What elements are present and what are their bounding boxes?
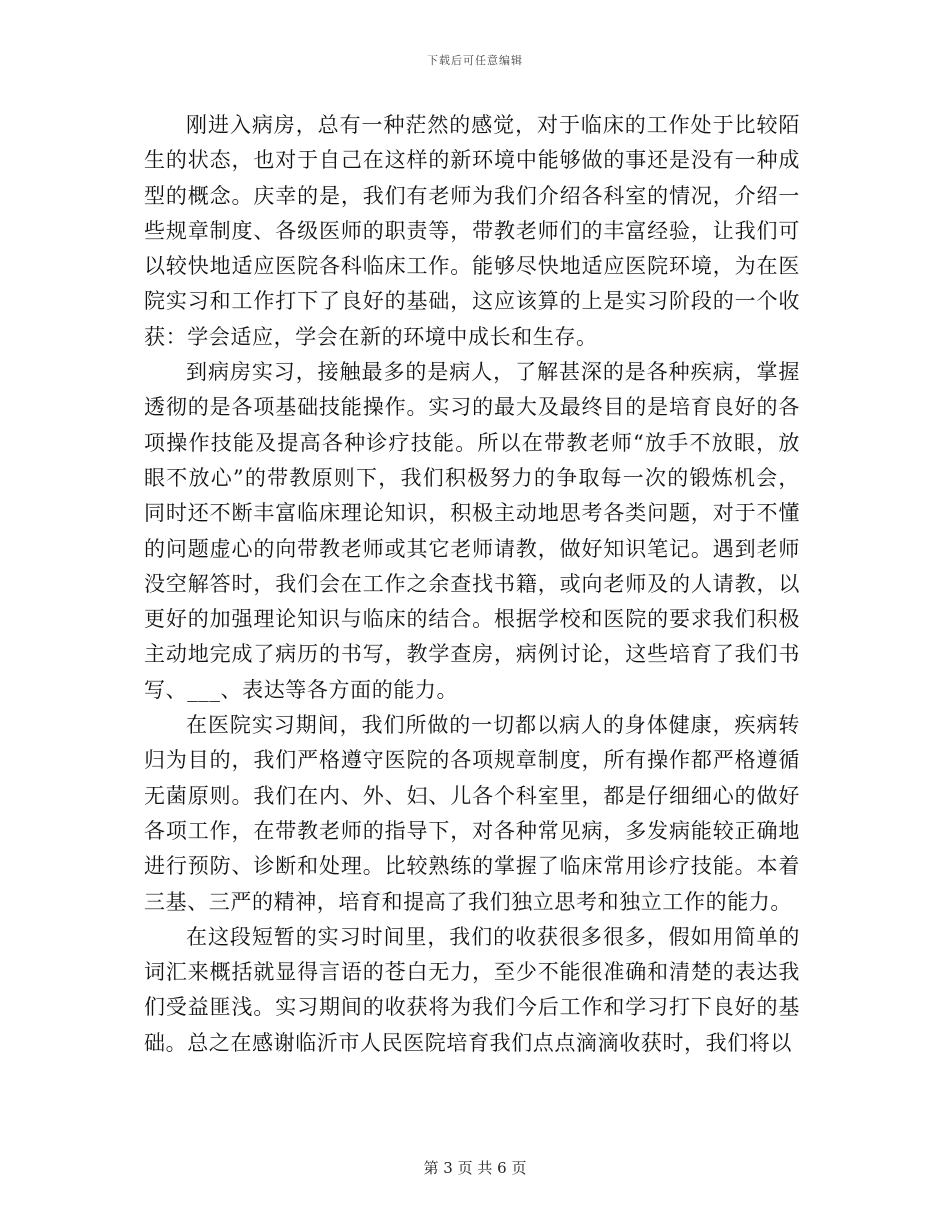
document-body: [144, 108, 800, 1061]
paragraph: 到病房实习，接触最多的是病人，了解甚深的是各种疾病，掌握透彻的是各项基础技能操作。实习的最大及最终目的是培育良好的各项操作技能及提高各种诊疗技能。所以在带教老师“放手不放眼，放眼不放心”的带教原则下，我们积极努力的争取每一次的锻炼机会，同时还不断丰富临床理论知识，积极主动地思考各类问题，对于不懂的问题虚心的向带教老师或其它老师请教，做好知识笔记。遇到老师没空解答时，我们会在工作之余查找书籍，或向老师及的人请教，以更好的加强理论知识与临床的结合。根据学校和医院的要求我们积极主动地完成了病历的书写，教学查房，病例讨论，这些培育了我们书写、___、表达等各方面的能力。: [144, 360, 800, 702]
header-note: 下载后可任意编辑: [427, 54, 523, 67]
paragraph: 在医院实习期间，我们所做的一切都以病人的身体健康，疾病转归为目的，我们严格遵守医院的各项规章制度，所有操作都严格遵循无菌原则。我们在内、外、妇、儿各个科室里，都是仔细细心的做好各项工作，在带教老师的指导下，对各种常见病，多发病能较正确地进行预防、诊断和处理。比较熟练的掌握了临床常用诊疗技能。本着三基、三严的精神，培育和提高了我们独立思考和独立工作的能力。: [144, 713, 800, 914]
paragraph: 刚进入病房，总有一种茫然的感觉，对于临床的工作处于比较陌生的状态，也对于自己在这样的新环境中能够做的事还是没有一种成型的概念。庆幸的是，我们有老师为我们介绍各科室的情况，介绍一些规章制度、各级医师的职责等，带教老师们的丰富经验，让我们可以较快地适应医院各科临床工作。能够尽快地适应医院环境，为在医院实习和工作打下了良好的基础，这应该算的上是实习阶段的一个收获：学会适应，学会在新的环境中成长和生存。: [144, 113, 800, 349]
paragraph: 在这段短暂的实习时间里，我们的收获很多很多，假如用简单的词汇来概括就显得言语的苍白无力，至少不能很准确和清楚的表达我们受益匪浅。实习期间的收获将为我们今后工作和学习打下良好的基础。总之在感谢临沂市人民医院培育我们点点滴滴收获时，我们将以: [144, 924, 800, 1055]
page-number: 第 3 页 共 6 页: [423, 1159, 527, 1177]
